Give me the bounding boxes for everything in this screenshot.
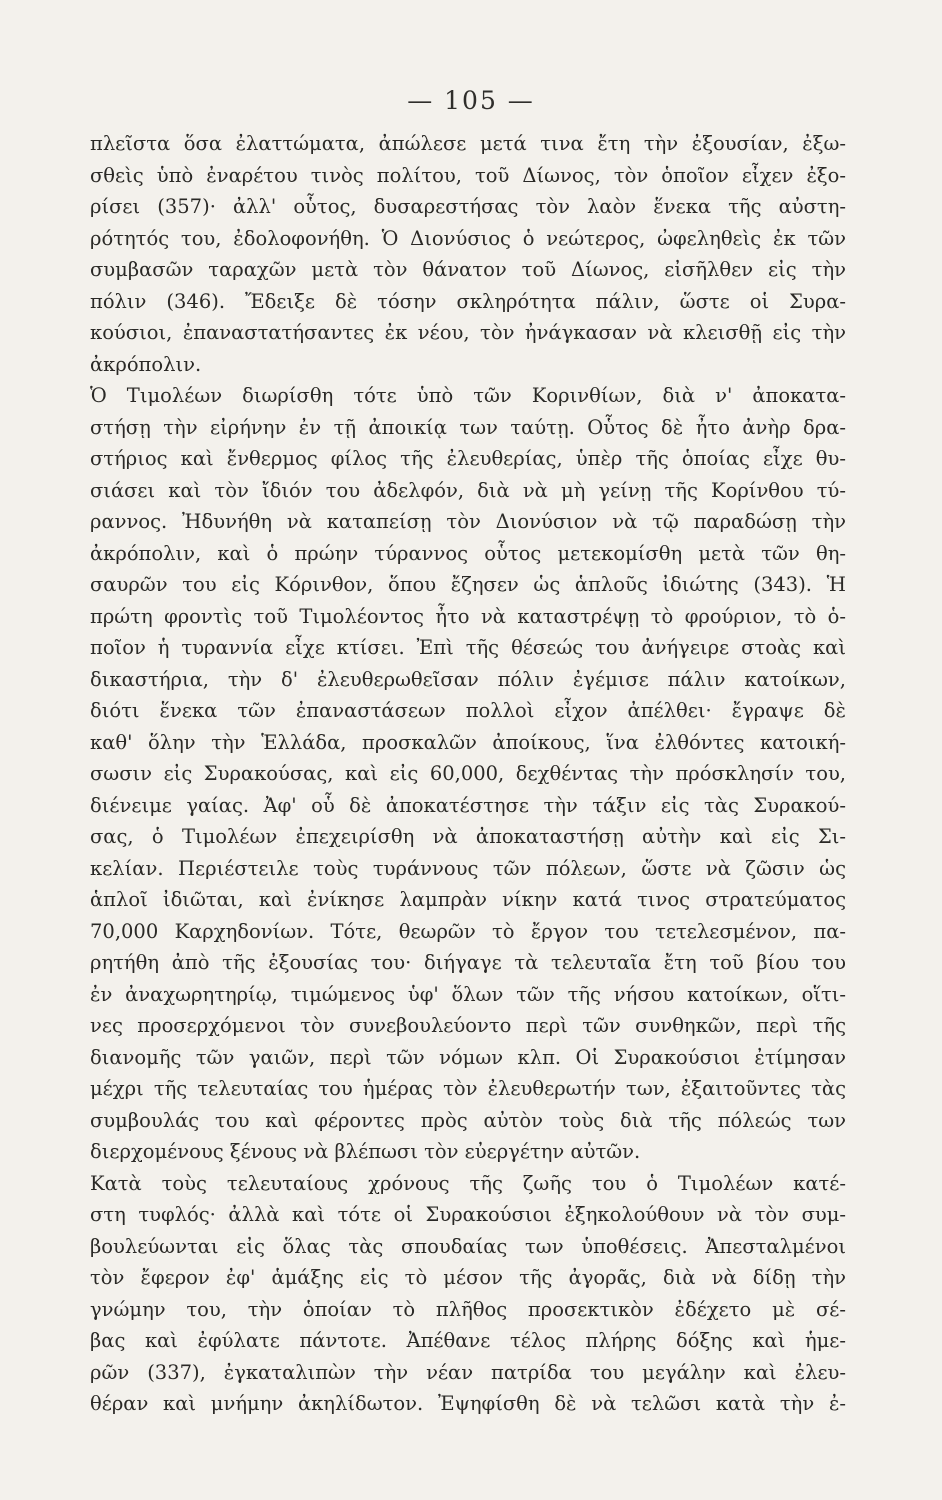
text-line: πρώτη φροντὶς τοῦ Τιμολέοντος ἦτο νὰ καταστρέψῃ τὸ φρούριον, τὸ ὁ-: [90, 604, 846, 628]
text-line: Κατὰ τοὺς τελευταίους χρόνους τῆς ζωῆς του ὁ Τιμολέων κατέ-: [90, 1171, 846, 1195]
text-line: ἀκρόπολιν, καὶ ὁ πρώην τύραννος οὗτος μετεκομίσθη μετὰ τῶν θη-: [90, 541, 846, 565]
text-line: πόλιν (346). Ἔδειξε δὲ τόσην σκληρότητα πάλιν, ὥστε οἱ Συρα-: [90, 289, 846, 313]
text-line: κούσιοι, ἐπαναστατήσαντες ἐκ νέου, τὸν ἠνάγκασαν νὰ κλεισθῇ εἰς τὴν: [90, 321, 846, 344]
text-line: ραννος. Ἠδυνήθη νὰ καταπείσῃ τὸν Διονύσιον νὰ τῷ παραδώσῃ τὴν: [90, 510, 846, 533]
text-line: σωσιν εἰς Συρακούσας, καὶ εἰς 60,000, δεχθέντας τὴν πρόσκλησίν του,: [90, 762, 846, 785]
text-line: διανομῆς τῶν γαιῶν, περὶ τῶν νόμων κλπ. Οἱ Συρακούσιοι ἐτίμησαν: [90, 1045, 846, 1069]
text-line: σθεὶς ὑπὸ ἐναρέτου τινὸς πολίτου, τοῦ Δίωνος, τὸν ὁποῖον εἶχεν ἐξο-: [90, 163, 846, 187]
text-line: σας, ὁ Τιμολέων ἐπεχειρίσθη νὰ ἀποκαταστήσῃ αὐτὴν καὶ εἰς Σι-: [90, 825, 846, 848]
text-line: γνώμην του, τὴν ὁποίαν τὸ πλῆθος προσεκτικὸν ἐδέχετο μὲ σέ-: [90, 1297, 846, 1321]
text-line: σιάσει καὶ τὸν ἴδιόν του ἀδελφόν, διὰ νὰ μὴ γείνῃ τῆς Κορίνθου τύ-: [90, 478, 846, 502]
text-line: τὸν ἔφερον ἐφ' ἁμάξης εἰς τὸ μέσον τῆς ἀγορᾶς, διὰ νὰ δίδῃ τὴν: [90, 1266, 846, 1289]
text-line: θέραν καὶ μνήμην ἀκηλίδωτον. Ἐψηφίσθη δὲ νὰ τελῶσι κατὰ τὴν ἐ-: [90, 1392, 846, 1415]
text-line: 70,000 Καρχηδονίων. Τότε, θεωρῶν τὸ ἔργον του τετελεσμένον, πα-: [90, 919, 846, 943]
text-line: νες προσερχόμενοι τὸν συνεβουλεύοντο περὶ τῶν συνθηκῶν, περὶ τῆς: [90, 1014, 846, 1037]
text-line: στήσῃ τὴν εἰρήνην ἐν τῇ ἀποικίᾳ των ταύτῃ. Οὗτος δὲ ἦτο ἀνὴρ δρα-: [90, 415, 846, 439]
text-line: κελίαν. Περιέστειλε τοὺς τυράννους τῶν πόλεων, ὥστε νὰ ζῶσιν ὡς: [90, 856, 846, 880]
text-line: ἀκρόπολιν.: [90, 352, 202, 376]
text-line: Ὁ Τιμολέων διωρίσθη τότε ὑπὸ τῶν Κορινθίων, διὰ ν' ἀποκατα-: [90, 384, 846, 407]
text-line: ἐν ἀναχωρητηρίῳ, τιμώμενος ὑφ' ὅλων τῶν τῆς νήσου κατοίκων, οἵτι-: [90, 982, 846, 1006]
text-line: διένειμε γαίας. Ἀφ' οὗ δὲ ἀποκατέστησε τὴν τάξιν εἰς τὰς Συρακού-: [90, 793, 846, 817]
text-line: στήριος καὶ ἔνθερμος φίλος τῆς ἐλευθερίας, ὑπὲρ τῆς ὁποίας εἶχε θυ-: [90, 447, 846, 470]
text-line: ποῖον ἡ τυραννία εἶχε κτίσει. Ἐπὶ τῆς θέσεώς του ἀνήγειρε στοὰς καὶ: [90, 636, 846, 659]
text-line: σαυρῶν του εἰς Κόρινθον, ὅπου ἔζησεν ὡς ἁπλοῦς ἰδιώτης (343). Ἡ: [90, 573, 846, 596]
text-line: ρῶν (337), ἐγκαταλιπὼν τὴν νέαν πατρίδα του μεγάλην καὶ ἐλευ-: [90, 1360, 846, 1384]
text-line: διότι ἕνεκα τῶν ἐπαναστάσεων πολλοὶ εἶχον ἀπέλθει· ἔγραψε δὲ: [90, 699, 846, 722]
text-line: συμβουλάς του καὶ φέροντες πρὸς αὐτὸν τοὺς διὰ τῆς πόλεώς των: [90, 1108, 846, 1132]
text-line: βας καὶ ἐφύλατε πάντοτε. Ἀπέθανε τέλος πλήρης δόξης καὶ ἡμε-: [90, 1329, 846, 1352]
text-line: μέχρι τῆς τελευταίας του ἡμέρας τὸν ἐλευθερωτήν των, ἐξαιτοῦντες τὰς: [90, 1077, 846, 1100]
text-line: καθ' ὅλην τὴν Ἑλλάδα, προσκαλῶν ἀποίκους, ἵνα ἐλθόντες κατοική-: [90, 730, 846, 754]
text-line: βουλεύωνται εἰς ὅλας τὰς σπουδαίας των ὑποθέσεις. Ἀπεσταλμένοι: [90, 1234, 846, 1258]
text-line: δικαστήρια, τὴν δ' ἐλευθερωθεῖσαν πόλιν ἐγέμισε πάλιν κατοίκων,: [90, 667, 846, 691]
text-line: ρητήθη ἀπὸ τῆς ἐξουσίας του· διήγαγε τὰ τελευταῖα ἔτη τοῦ βίου του: [90, 951, 846, 974]
text-line: ἁπλοῖ ἰδιῶται, καὶ ἐνίκησε λαμπρὰν νίκην κατά τινος στρατεύματος: [90, 888, 846, 911]
text-line: στη τυφλός· ἀλλὰ καὶ τότε οἱ Συρακούσιοι ἐξηκολούθουν νὰ τὸν συμ-: [90, 1203, 846, 1226]
text-line: ρίσει (357)· ἀλλ' οὗτος, δυσαρεστήσας τὸν λαὸν ἕνεκα τῆς αὐστη-: [90, 195, 846, 218]
body-text: [90, 128, 846, 1420]
text-line: συμβασῶν ταραχῶν μετὰ τὸν θάνατον τοῦ Δίωνος, εἰσῆλθεν εἰς τὴν: [90, 258, 846, 281]
page-number: — 105 —: [407, 86, 535, 115]
text-line: διερχομένους ξένους νὰ βλέπωσι τὸν εὐεργέτην αὐτῶν.: [90, 1140, 641, 1163]
text-line: πλεῖστα ὅσα ἐλαττώματα, ἀπώλεσε μετά τινα ἔτη τὴν ἐξουσίαν, ἐξω-: [90, 132, 846, 155]
text-line: ρότητός του, ἐδολοφονήθη. Ὁ Διονύσιος ὁ νεώτερος, ὠφεληθεὶς ἐκ τῶν: [90, 226, 846, 250]
